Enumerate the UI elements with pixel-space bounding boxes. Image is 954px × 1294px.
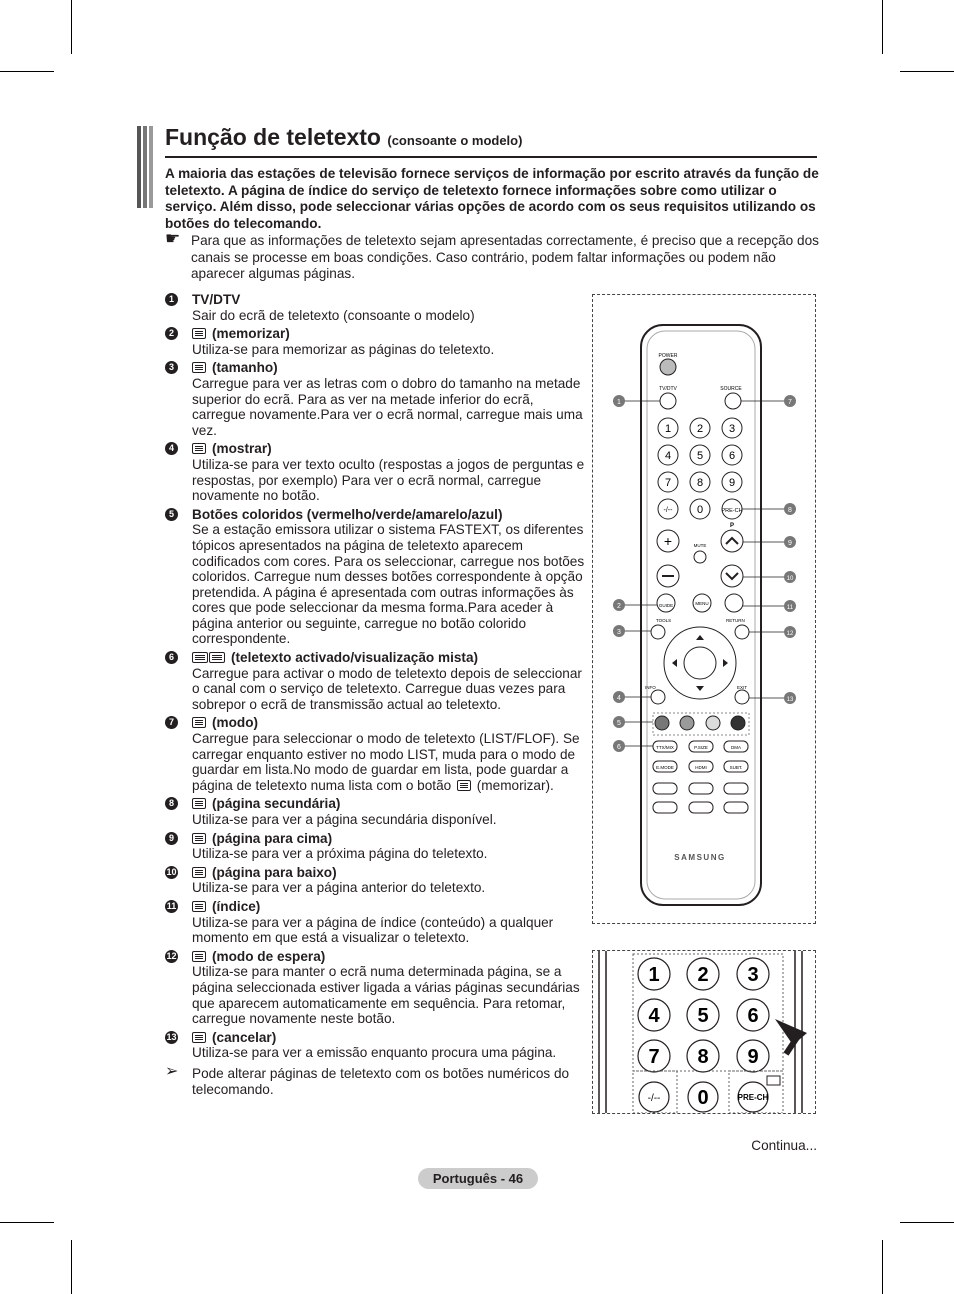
emode-label: E.MODE: [656, 765, 674, 770]
exit-button: [735, 690, 749, 704]
callout-number: 10: [786, 576, 794, 582]
pointing-hand-icon: ☛: [165, 229, 181, 248]
callout-number: 8: [788, 507, 792, 514]
item-number: 6: [165, 651, 178, 664]
page-title: [165, 124, 522, 151]
item-number: 12: [166, 950, 177, 961]
plus-icon: +: [663, 533, 673, 549]
crop-mark: [71, 0, 72, 54]
numpad-zoom-drawing: [593, 951, 815, 1113]
exit-label: EXIT: [737, 685, 748, 690]
teletext-cancel-icon: [192, 1032, 206, 1043]
teletext-store-icon: [192, 328, 206, 339]
title-rule: [165, 156, 817, 158]
item-number: 2: [165, 327, 178, 340]
digit-3: 3: [728, 423, 736, 435]
note-text: Para que as informações de teletexto sejam apresentadas correctamente, é preciso que a recepção dos canais se processe em boas condições. Caso contrário, podem faltar informações ou podem não aparecer algumas páginas.: [191, 233, 819, 281]
item-title: (página para cima): [212, 830, 333, 846]
item-body: Utiliza-se para ver a página de índice (conteúdo) a qualquer momento em que está a visualizar o teletexto.: [192, 914, 554, 946]
callout-number: 13: [786, 697, 794, 703]
list-item: [165, 360, 587, 438]
list-item: [165, 441, 587, 503]
tvdtv-label: TV/DTV: [659, 386, 677, 392]
item-body: [192, 731, 587, 793]
crop-mark: [900, 1222, 954, 1223]
intro-paragraph: A maioria das estações de televisão fornece serviços de informação por escrito através da função de teletexto. A página de índice do serviço de teletexto fornece informações sobre como utilizar o serviço. Além disso, pode seleccionar várias opções de acordo com os seus requisitos utilizando os botões do telecomando.: [165, 166, 819, 231]
item-title: (memorizar): [212, 326, 290, 342]
tvdtv-button: [660, 393, 676, 409]
list-item: [165, 796, 587, 827]
crop-mark: [882, 1240, 883, 1294]
item-title: TV/DTV: [192, 292, 241, 307]
guide-label: GUIDE: [658, 603, 674, 608]
stop-button: [724, 802, 748, 813]
item-body-text: Carregue para seleccionar o modo de teletexto (LIST/FLOF). Se carregar enquanto estiver no modo LIST, muda para o modo de guardar em lista.No modo de guardar em lista, pode guardar a página de teletexto numa lista com o botão: [192, 731, 580, 793]
digit-7: 7: [664, 477, 672, 489]
index-button: [725, 594, 743, 612]
item-number: 4: [165, 442, 178, 455]
callout-number: 3: [617, 629, 621, 636]
return-label: RETURN: [726, 618, 745, 623]
page-title-note: (consoante o modelo): [387, 133, 523, 148]
teletext-size-icon: [192, 362, 206, 373]
remote-illustration: [592, 294, 816, 924]
subt-label: SUBT.: [729, 765, 743, 770]
digit-0: 0: [696, 504, 704, 516]
item-body: Carregue para ver as letras com o dobro do tamanho na metade superior do ecrã. Para as ver na metade inferior do ecrã, carregue novamente.Para ver o ecrã normal, carregue mais uma vez.: [192, 375, 583, 438]
crop-mark: [900, 71, 954, 72]
item-title: (modo de espera): [212, 948, 326, 964]
tools-button: [651, 625, 665, 639]
teletext-index-icon: [192, 901, 206, 912]
teletext-page-up-icon: [192, 833, 206, 844]
item-body: Utiliza-se para memorizar as páginas do teletexto.: [192, 341, 495, 357]
page-title-text: Função de teletexto: [165, 124, 381, 150]
source-button: [725, 393, 741, 409]
digit-2: 2: [696, 423, 704, 435]
list-item: [165, 831, 587, 862]
item-number: 13: [166, 1031, 177, 1042]
note-paragraph: [165, 229, 820, 283]
crop-mark: [882, 0, 883, 54]
item-title: (página secundária): [212, 796, 341, 812]
zoom-store-icon: [767, 1076, 780, 1085]
enter-button: [684, 647, 716, 679]
zoom-digit-7: 7: [648, 1046, 660, 1068]
item-title: (teletexto activado/visualização mista): [231, 650, 479, 666]
item-number: 7: [165, 716, 178, 729]
item-body-tail: (memorizar).: [476, 777, 554, 793]
tip-text: Pode alterar páginas de teletexto com os botões numéricos do telecomando.: [192, 1066, 570, 1097]
item-body: Utiliza-se para ver a página secundária disponível.: [192, 812, 497, 827]
callout-number: 2: [617, 603, 621, 610]
item-title: (índice): [212, 898, 261, 914]
channel-down-button: [721, 565, 743, 587]
item-body: Utiliza-se para ver texto oculto (respostas a jogos de perguntas e respostas, por exemplo) Para ver o ecrã normal, carregue novamente no botão.: [192, 456, 585, 504]
item-list: [165, 292, 587, 1061]
zoom-digit-2: 2: [697, 964, 709, 986]
list-item: [165, 292, 587, 323]
hdmi-label: HDMI: [695, 765, 707, 770]
channel-up-button: [721, 530, 743, 552]
tools-label: TOOLS: [656, 618, 672, 623]
zoom-digit-9: 9: [747, 1046, 759, 1068]
rewind-button: [653, 783, 677, 794]
callout-number: 9: [788, 540, 792, 547]
channel-label: P: [729, 523, 735, 529]
teletext-subpage-icon: [192, 798, 206, 809]
green-key: [680, 716, 694, 730]
tip-paragraph: [165, 1063, 587, 1097]
list-item: [165, 326, 587, 357]
record-button: [653, 802, 677, 813]
fast-forward-button: [724, 783, 748, 794]
list-item: [165, 507, 587, 647]
item-body: Utiliza-se para ver a emissão enquanto procura uma página.: [192, 1045, 557, 1061]
teletext-mix-icon: [209, 652, 225, 663]
callout-number: 7: [788, 399, 792, 406]
item-title: Botões coloridos (vermelho/verde/amarelo/azul): [192, 506, 503, 522]
remote-control-drawing: [593, 295, 815, 923]
digit-4: 4: [664, 450, 672, 462]
dma-label: DMA: [731, 745, 741, 750]
item-title: (modo): [212, 715, 259, 731]
teletext-mode-icon: [192, 717, 206, 728]
digit-1: 1: [664, 423, 672, 435]
arrow-right-icon: ➢: [165, 1063, 179, 1080]
source-label: SOURCE: [720, 386, 742, 392]
item-title: (mostrar): [212, 441, 272, 457]
zoom-prech-key: PRE-CH: [737, 1093, 769, 1102]
zoom-digit-8: 8: [697, 1046, 709, 1068]
item-number: 9: [165, 832, 178, 845]
power-button: [660, 359, 676, 375]
item-title: (cancelar): [212, 1029, 277, 1045]
item-body: Utiliza-se para ver a próxima página do teletexto.: [192, 846, 488, 862]
zoom-digit-1: 1: [648, 964, 660, 986]
teletext-store-icon: [457, 780, 471, 791]
item-body: Utiliza-se para manter o ecrã numa determinada página, se a página seleccionada estiver ligada a várias páginas secundárias que aparecem automaticamente em sequência. Para retomar, carregue novamente neste botão.: [192, 964, 580, 1027]
prech-key: PRE-CH: [721, 508, 743, 514]
teletext-reveal-icon: [192, 443, 206, 454]
yellow-key: [706, 716, 720, 730]
digit-9: 9: [728, 477, 736, 489]
title-decoration: [137, 126, 153, 208]
crop-mark: [71, 1240, 72, 1294]
item-number: 8: [165, 797, 178, 810]
list-item: [165, 715, 587, 793]
return-button: [735, 625, 749, 639]
power-label: POWER: [658, 353, 678, 359]
item-number: 1: [165, 293, 178, 306]
page-number-badge: Português - 46: [418, 1168, 538, 1189]
callout-number: 4: [617, 695, 621, 702]
pause-button: [689, 783, 713, 794]
menu-label: MENU: [695, 601, 709, 606]
mute-button: [694, 551, 706, 563]
zoom-digit-4: 4: [648, 1005, 660, 1027]
list-item: [165, 650, 587, 712]
item-body: Utiliza-se para ver a página anterior do teletexto.: [192, 880, 486, 896]
digit-8: 8: [696, 477, 704, 489]
teletext-page-down-icon: [192, 867, 206, 878]
zoom-digit-6: 6: [747, 1005, 759, 1027]
callout-number: 12: [786, 631, 794, 637]
dash-key: -/--: [663, 507, 673, 514]
mute-label: MUTE: [693, 543, 707, 548]
callout-number: 6: [617, 744, 621, 751]
item-body: Sair do ecrã de teletexto (consoante o modelo): [192, 307, 475, 323]
play-button: [689, 802, 713, 813]
zoom-dash-key: -/--: [647, 1093, 661, 1104]
item-title: (tamanho): [212, 360, 278, 376]
numpad-zoom-illustration: [592, 950, 816, 1114]
callout-number: 5: [617, 720, 621, 727]
list-item: [165, 949, 587, 1027]
info-button: [651, 690, 665, 704]
teletext-on-icon: [192, 652, 208, 663]
crop-mark: [0, 1222, 54, 1223]
digit-6: 6: [728, 450, 736, 462]
item-body: Carregue para activar o modo de teletexto depois de seleccionar o canal com o serviço de teletexto. Carregue duas vezes para sobrepor o ecrã de transmissão actual ao teletexto.: [192, 665, 582, 712]
ttx-mix-label: TTX/MIX: [656, 745, 674, 750]
callout-number: 1: [617, 399, 621, 406]
zoom-digit-5: 5: [697, 1005, 709, 1027]
item-number: 5: [165, 508, 178, 521]
list-item: [165, 865, 587, 896]
info-label: INFO: [645, 685, 656, 690]
digit-5: 5: [696, 450, 704, 462]
item-number: 10: [166, 866, 177, 877]
blue-key: [731, 716, 745, 730]
item-title: (página para baixo): [212, 864, 337, 880]
item-number: 3: [165, 361, 178, 374]
item-body: Se a estação emissora utilizar o sistema FASTEXT, os diferentes tópicos apresentados na página de teletexto aparecem codificados com cores. Para os seleccionar, carregue nos botões coloridos. Carregue num desses botões correspondente à opção pretendida. A página é apresentada com outras informações às cores que pode seleccionar da mesma forma.Para aceder à página anterior ou seguinte, carregue no botão colorido correspondente.: [192, 522, 585, 647]
crop-mark: [0, 71, 54, 72]
item-number: 11: [166, 900, 177, 911]
continued-note: Continua...: [751, 1138, 817, 1153]
callout-number: 11: [786, 605, 794, 611]
list-item: [165, 1030, 587, 1061]
brand-logo: SAMSUNG: [674, 853, 726, 862]
psize-label: P.SIZE: [694, 745, 708, 750]
zoom-digit-0: 0: [697, 1087, 709, 1109]
zoom-digit-3: 3: [747, 964, 759, 986]
list-item: [165, 899, 587, 946]
teletext-hold-icon: [192, 951, 206, 962]
red-key: [655, 716, 669, 730]
